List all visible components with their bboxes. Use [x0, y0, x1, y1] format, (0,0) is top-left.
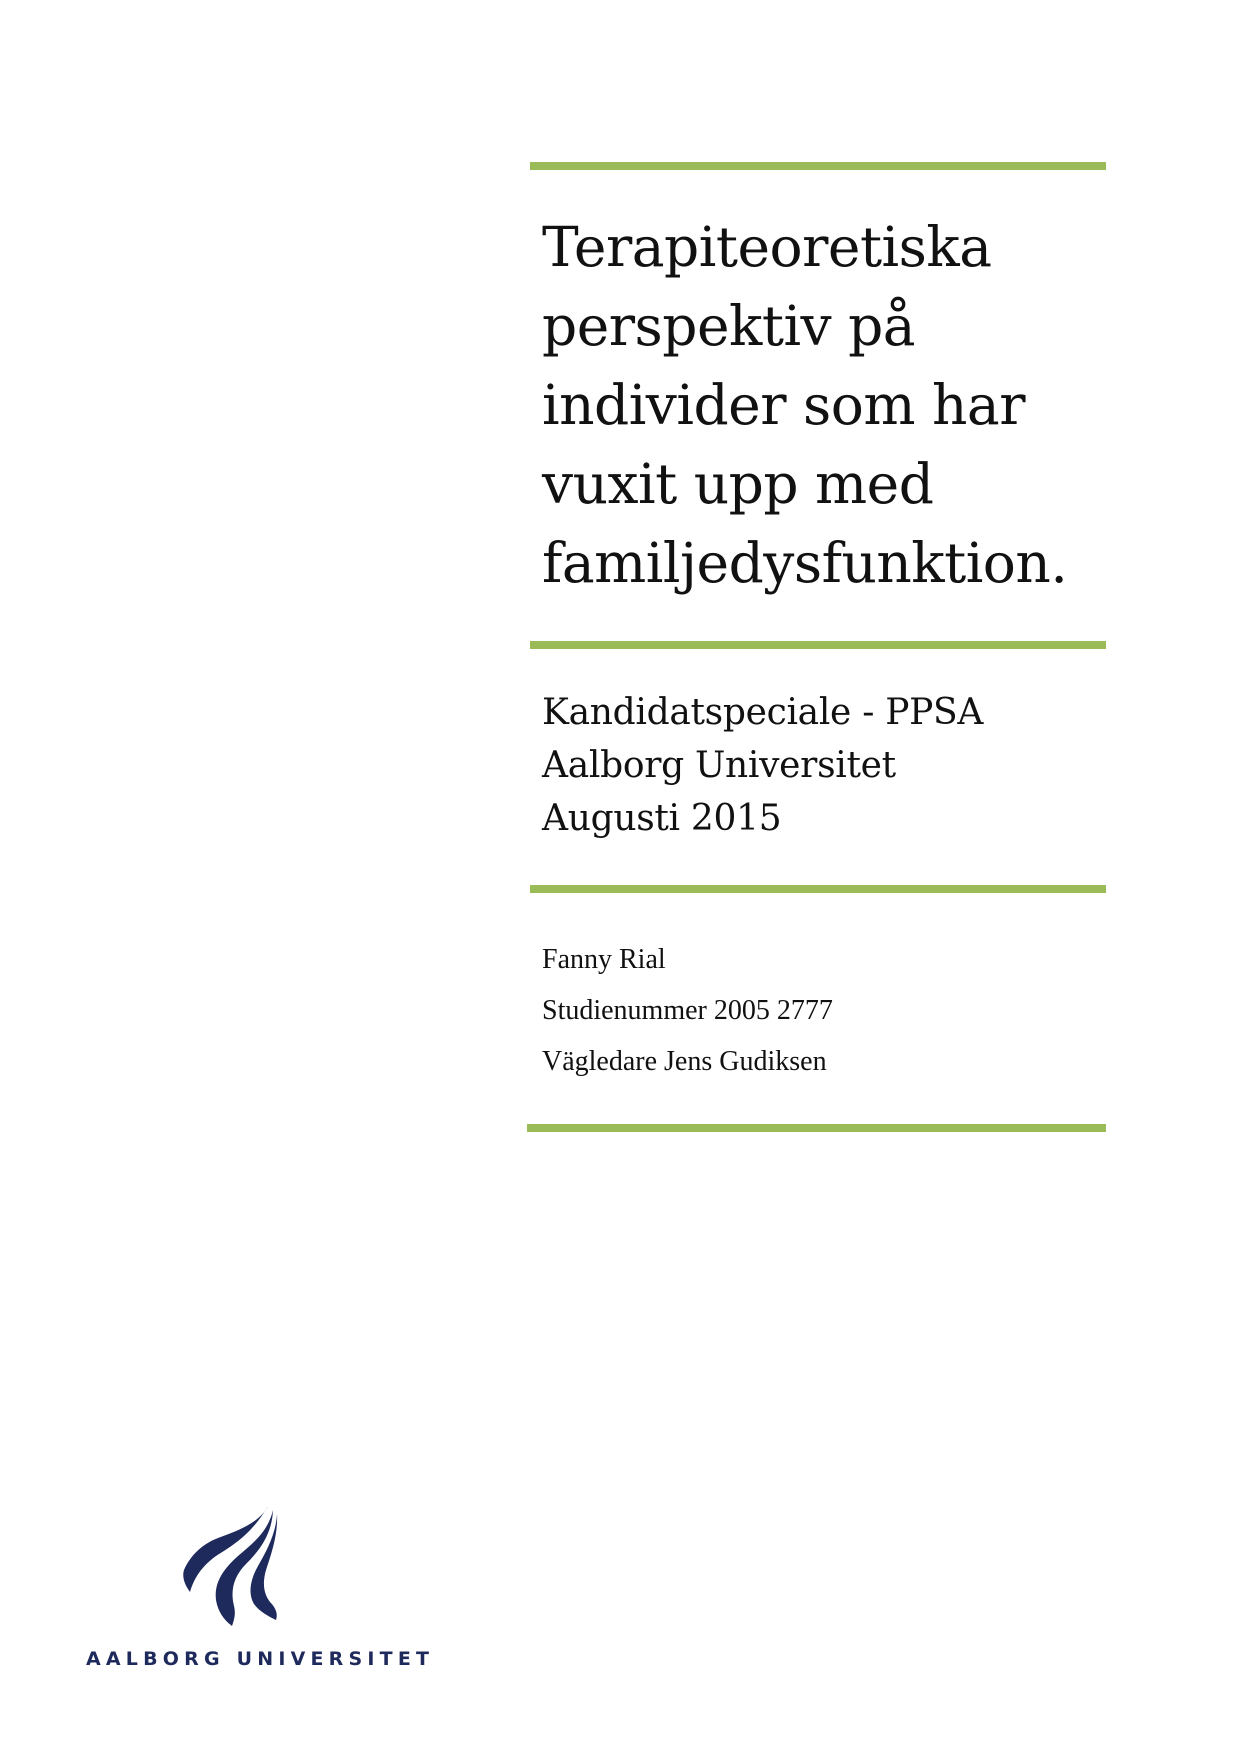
title-line: Terapiteoretiska [542, 215, 992, 279]
author-name: Fanny Rial [542, 944, 666, 975]
divider-top [530, 162, 1106, 170]
university: Aalborg Universitet [542, 745, 896, 786]
thesis-type: Kandidatspeciale - PPSA [542, 692, 984, 733]
subtitle-block [542, 686, 983, 845]
divider-bottom [527, 1124, 1106, 1132]
title-line: familjedysfunktion. [542, 531, 1068, 595]
divider-after-subtitle [530, 885, 1106, 893]
university-logo [80, 1500, 435, 1680]
student-number: Studienummer 2005 2777 [542, 995, 833, 1026]
title-line: individer som har [542, 373, 1025, 437]
title-line: perspektiv på [542, 294, 916, 358]
logo-wordmark: AALBORG UNIVERSITET [86, 1648, 435, 1670]
author-block [542, 934, 833, 1087]
supervisor: Vägledare Jens Gudiksen [542, 1046, 827, 1077]
date: Augusti 2015 [542, 798, 782, 839]
document-title [542, 208, 1102, 603]
aau-wave-logo-icon [180, 1504, 280, 1628]
divider-after-title [530, 641, 1106, 649]
title-line: vuxit upp med [542, 452, 934, 516]
